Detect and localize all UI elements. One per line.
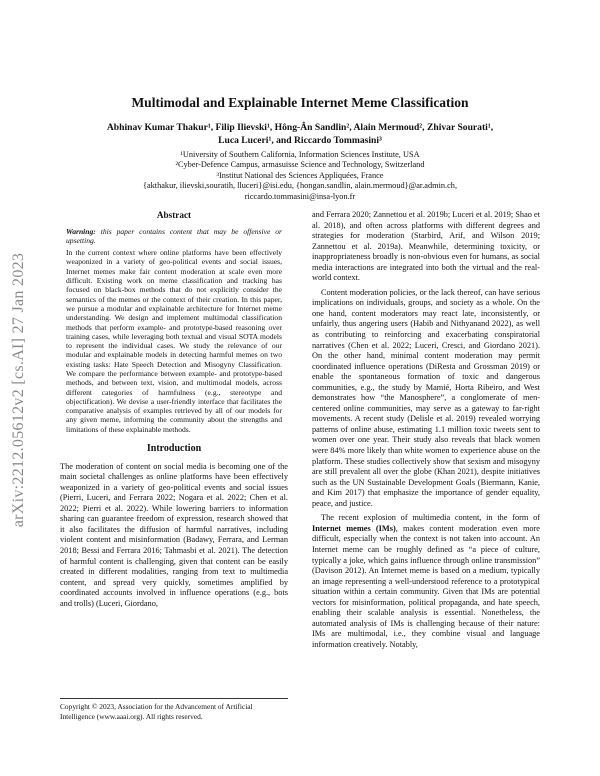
- author-line-1: Abhinav Kumar Thakur¹, Filip Ilievski¹, Hông-Ân Sandlin², Alain Mermoud², Zhivar Sourati¹,: [106, 122, 494, 133]
- p3-body: , makes content moderation even more difficult, especially when the context is not taken into account. An Internet meme can be roughly defined as “a piece of culture, typically a joke, which gains influence through online transmission” (Davison 2012). An Internet meme is based on a medium, typically an image representing a well-understood reference to a prototypical situation within a certain community. Given that IMs are potential vectors for misinformation, political propaganda, and hate speech, enabling their scalable analysis is essential. Nonetheless, the automated analysis of IMs is challenging because of their nature: IMs are multimodal, i.e., they combine visual and language information creatively. Notably,: [312, 523, 540, 649]
- author-line-2: Luca Luceri¹, and Riccardo Tommasini³: [218, 134, 382, 146]
- intro-paragraph-2: Content moderation policies, or the lack thereof, can have serious implications on individuals, groups, and society as a whole. On the one hand, content moderators may react late, inconsistently, or unfairly, thus angering users (Habib and Nithyanand 2022), as well as contributing to reinforcing and exacerbating conspiratorial narratives (Chen et al. 2022; Luceri, Cresci, and Giordano 2021). On the other hand, minimal content moderation may permit coordinated influence operations (DiResta and Grossman 2019) or enable the spontaneous formation of toxic and dangerous communities, e.g., the study by Mamié, Horta Ribeiro, and West demonstrates how “the Manosphere”, a conglomerate of men-centered online communities, may serve as a gateway to far-right movements. A recent study (Delisle et al. 2019) revealed worrying patterns of online abuse, estimating 1.1 million toxic tweets sent to women over one year. Their study also reveals that black women were 84% more likely than white women to experience abuse on the platform. These studies collectively show that sexism and misogyny are still prevalent all over the globe (Khan 2021), despite initiatives such as the UN Sustainable Development Goals (Biermann, Kanie, and Kim 2017) that emphasize the importance of gender equality, peace, and justice.: [312, 287, 540, 508]
- warning-label: Warning:: [66, 226, 96, 236]
- affiliation-1: ¹University of Southern California, Information Sciences Institute, USA: [180, 150, 420, 159]
- abstract-text: In the current context where online platforms have been effectively weaponized in a variety of geo-political events and social issues, Internet memes make fair content moderation at scale even more difficult. Existing work on meme classification and tracking has focused on black-box methods that do not explicitly consider the semantics of the memes or the context of their creation. In this paper, we pursue a modular and explainable architecture for Internet meme understanding. We design and implement multimodal classification methods that perform example- and prototype-based reasoning over training cases, while leveraging both textual and visual SOTA models to represent the individual cases. We study the relevance of our modular and explainable models in detecting harmful memes on two existing tasks: Hate Speech Detection and Misogyny Classification. We compare the performance between example- and prototype-based methods, and between text, vision, and multimodal models, across different categories of harmfulness (e.g., stereotype and objectification). We devise a user-friendly interface that facilitates the comparative analysis of examples retrieved by all of our models for any given meme, informing the community about the strengths and limitations of these explainable methods.: [66, 248, 282, 434]
- affiliation-2: ²Cyber-Defence Campus, armasuisse Science and Technology, Switzerland: [175, 160, 425, 170]
- warning-text: this paper contains content that may be offensive or upsetting.: [66, 226, 282, 245]
- affiliation-3: ³Institut National des Sciences Appliquées, France: [216, 170, 384, 180]
- contact-emails-2: riccardo.tommasini@insa-lyon.fr: [244, 191, 356, 201]
- abstract-body: [60, 227, 288, 435]
- p3-lead: The recent explosion of multimedia content, in the form of: [321, 513, 540, 523]
- contact-emails-1: {akthakur, ilievski,souratih, lluceri}@isi.edu, {hongan.sandlin, alain.mermoud}@ar.admin.ch,: [142, 181, 458, 191]
- introduction-heading: Introduction: [146, 443, 202, 455]
- author-list: [60, 122, 540, 147]
- internet-memes-term: Internet memes (IMs): [312, 523, 396, 533]
- left-column: [60, 210, 288, 609]
- arxiv-identifier: [6, 190, 32, 590]
- intro-paragraph-1-continued: and Ferrara 2020; Zannettou et al. 2019b; Luceri et al. 2019; Shao et al. 2018), and often across platforms with different degrees and strategies for moderation (Starbird, Arif, and Wilson 2019; Zannettou et al. 2019a). Meanwhile, determining toxicity, or inappropriateness broadly is non-obvious even for humans, as social media interactions are integrated into both the virtual and the real-world context.: [312, 210, 540, 283]
- intro-paragraph-1: The moderation of content on social media is becoming one of the main societal challenges as online platforms have been effectively weaponized in a variety of geo-political events and social issues (Pierri, Luceri, and Ferrara 2022; Nogara et al. 2022; Chen et al. 2022; Pierri et al. 2022). While lowering barriers to information sharing can guarantee freedom of expression, research showed that it also facilitates the diffusion of harmful narratives, including violent content and misinformation (Badawy, Ferrara, and Lerman 2018; Bessi and Ferrara 2016; Tahmasbi et al. 2021). The detection of harmful content is challenging, given that content can be easily created in different modalities, ranging from text to multimedia content, and spread very quickly, sometimes amplified by coordinated accounts involved in influence operations (e.g., bots and trolls) (Luceri, Giordano,: [60, 461, 288, 608]
- content-warning: [66, 227, 282, 246]
- copyright-notice: Copyright © 2023, Association for the Advancement of Artificial Intelligence (www.aaai.org). All rights reserved.: [60, 698, 288, 721]
- abstract-heading: Abstract: [156, 210, 192, 220]
- intro-paragraph-3: [312, 513, 540, 650]
- right-column: [312, 210, 540, 650]
- arxiv-id-text: arXiv:2212.05612v2 [cs.AI] 27 Jan 2023: [10, 252, 28, 528]
- affiliations: [60, 150, 540, 202]
- paper-title: Multimodal and Explainable Internet Meme Classification: [131, 95, 469, 110]
